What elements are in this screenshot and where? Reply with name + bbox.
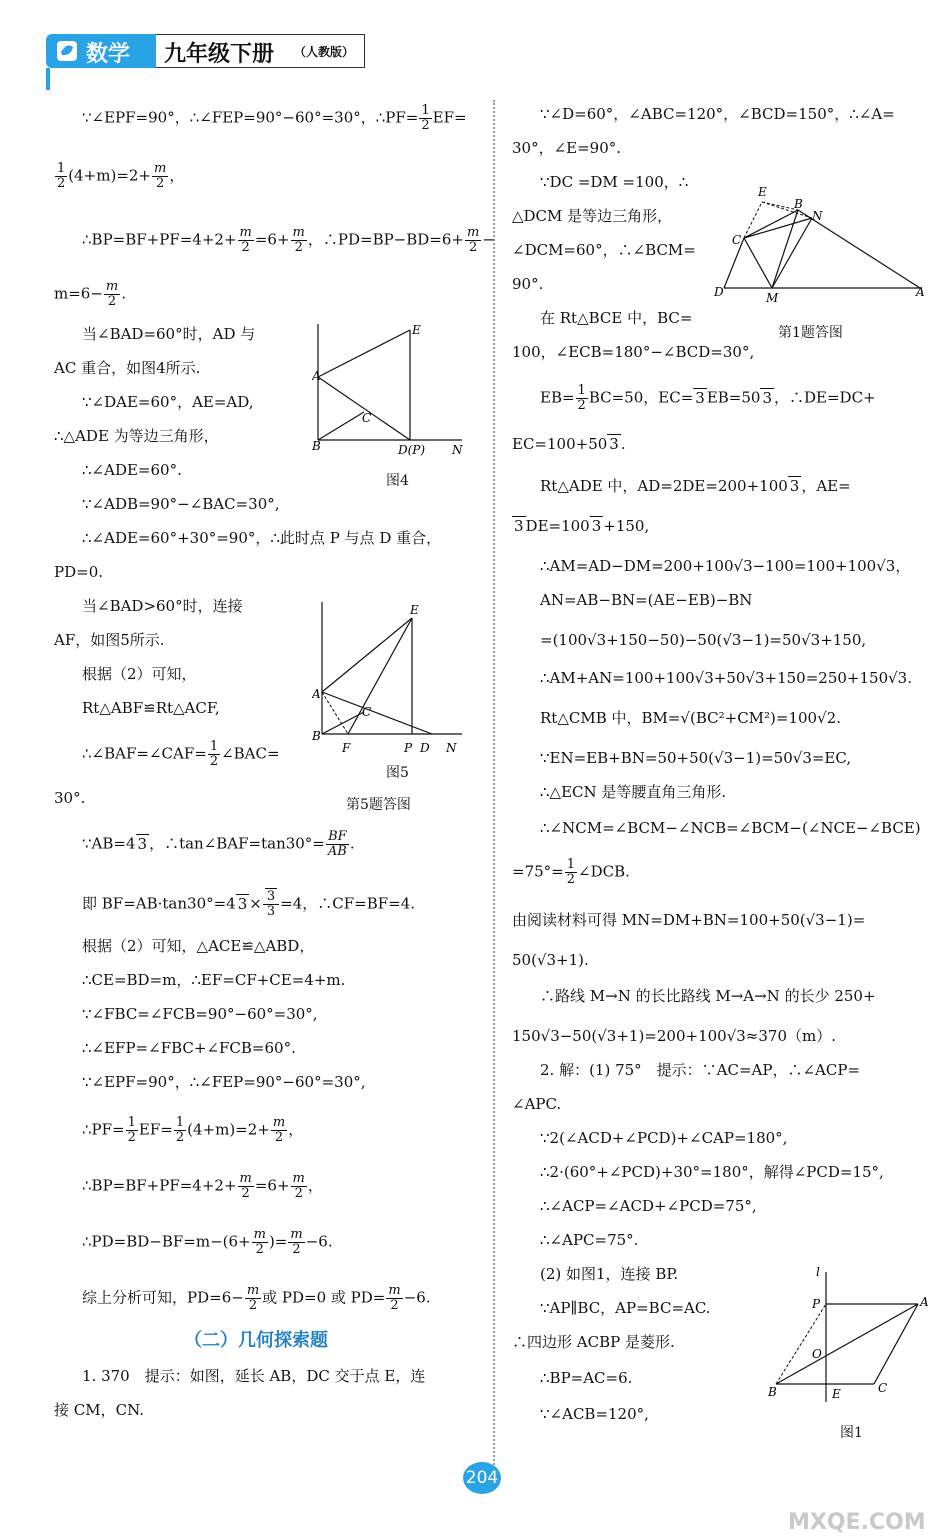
figure-1-caption: 图1 bbox=[840, 1425, 863, 1441]
text-line: ∵∠EPF=90°，∴∠FEP=90°−60°=30°，∴PF= $\frac{1}{2}$ EF= bbox=[82, 103, 467, 133]
svg-text:O: O bbox=[812, 1347, 822, 1361]
text-line: 根据（2）可知， bbox=[82, 665, 197, 683]
leaf-icon bbox=[56, 40, 78, 62]
text-line: 1. 370 提示：如图，延长 AB，DC 交于点 E，连 bbox=[82, 1367, 426, 1385]
text-line: EC=100+50 3 . bbox=[512, 435, 626, 453]
svg-text:B: B bbox=[794, 197, 803, 211]
text-line: ∵∠D=60°，∠ABC=120°，∠BCD=150°，∴∠A= bbox=[540, 105, 895, 123]
text-line: 综上分析可知，PD=6− $\frac{m}{2}$ 或 PD=0 或 PD= $\frac{m}{2}$ −6. bbox=[82, 1283, 431, 1313]
text-line: ∵AP∥BC，AP=BC=AC. bbox=[540, 1299, 711, 1317]
figure-5-caption: 图5 bbox=[386, 765, 409, 781]
svg-text:P: P bbox=[404, 741, 413, 755]
figure-5-answer-caption: 第5题答图 bbox=[346, 797, 411, 813]
watermark-text: MXQE.COM bbox=[788, 1510, 926, 1535]
text-line: PD=0. bbox=[54, 563, 103, 581]
text-line: ∵∠ADB=90°−∠BAC=30°, bbox=[82, 495, 280, 513]
svg-text:M: M bbox=[766, 291, 779, 304]
text-line: ∴CE=BD=m，∴EF=CF+CE=4+m. bbox=[82, 971, 346, 989]
text-line: 当∠BAD=60°时，AD 与 bbox=[82, 325, 256, 343]
text-line: ∴四边形 ACBP 是菱形. bbox=[512, 1333, 675, 1351]
text-line: ∵DC =DM =100，∴ bbox=[540, 173, 689, 191]
svg-text:N: N bbox=[452, 443, 463, 457]
text-line: Rt△ABF≌Rt△ACF, bbox=[82, 699, 220, 717]
svg-text:N: N bbox=[812, 209, 823, 223]
text-line: =(100√3+150−50)−50(√3−1)=50√3+150, bbox=[540, 631, 867, 649]
text-line: ∵2(∠ACD+∠PCD)+∠CAP=180°, bbox=[540, 1129, 788, 1147]
text-line: (2) 如图1，连接 BP. bbox=[540, 1265, 679, 1283]
text-line: ∴△ADE 为等边三角形， bbox=[54, 427, 219, 445]
page-number: 204 bbox=[465, 1468, 499, 1488]
svg-text:C: C bbox=[732, 233, 742, 247]
svg-text:l: l bbox=[816, 1265, 820, 1279]
text-line: ∴∠ADE=60°. bbox=[82, 461, 182, 479]
text-line: Rt△CMB 中，BM=√(BC²+CM²)=100√2. bbox=[540, 709, 841, 727]
column-divider bbox=[493, 100, 495, 1480]
text-line: ∵∠ACB=120°, bbox=[540, 1405, 649, 1423]
svg-text:B: B bbox=[312, 439, 321, 453]
text-line: 即 BF=AB·tan30°=4 3 × $\frac{3}{3}$ =4，∴CF=BF=4. bbox=[82, 889, 416, 919]
text-line: 由阅读材料可得 MN=DM+BN=100+50(√3−1)= bbox=[512, 911, 866, 929]
svg-text:A: A bbox=[312, 687, 321, 701]
text-line: ∵∠FBC=∠FCB=90°−60°=30°, bbox=[82, 1005, 318, 1023]
svg-text:C: C bbox=[362, 705, 372, 719]
text-line: 100，∠ECB=180°−∠BCD=30°, bbox=[512, 343, 755, 361]
text-line: 在 Rt△BCE 中，BC= bbox=[540, 309, 693, 327]
text-line: ∵EN=EB+BN=50+50(√3−1)=50√3=EC, bbox=[540, 749, 852, 767]
figure-problem-1-caption: 第1题答图 bbox=[778, 325, 843, 341]
svg-text:F: F bbox=[342, 741, 351, 755]
text-line: 2. 解：(1) 75° 提示：∵AC=AP，∴∠ACP= bbox=[540, 1061, 861, 1079]
text-line: △DCM 是等边三角形， bbox=[512, 207, 673, 225]
text-line: 根据（2）可知，△ACE≌△ABD， bbox=[82, 937, 315, 955]
figure-1-problem-2 bbox=[766, 1260, 936, 1410]
svg-text:A: A bbox=[312, 369, 321, 383]
text-line: ∴△ECN 是等腰直角三角形. bbox=[540, 783, 727, 801]
text-line: ∴AM+AN=100+100√3+50√3+150=250+150√3. bbox=[540, 669, 912, 687]
text-line: 50(√3+1). bbox=[512, 951, 589, 969]
figure-4 bbox=[312, 322, 472, 462]
text-line: 30°，∠E=90°. bbox=[512, 139, 622, 157]
edition-label: （人教版） bbox=[294, 45, 355, 59]
text-line: ∴2·(60°+∠PCD)+30°=180°，解得∠PCD=15°, bbox=[540, 1163, 884, 1181]
text-line: ∵∠EPF=90°，∴∠FEP=90°−60°=30°, bbox=[82, 1073, 366, 1091]
text-line: 150√3−50(√3+1)=200+100√3≈370（m）. bbox=[512, 1027, 836, 1045]
text-line: ∴∠ADE=60°+30°=90°，∴此时点 P 与点 D 重合， bbox=[82, 529, 442, 547]
text-line: ∴路线 M→N 的长比路线 M→A→N 的长少 250+ bbox=[540, 987, 876, 1005]
text-line: EB= $\frac{1}{2}$ BC=50，EC= 3 EB=50 3 ，∴DE=DC+ bbox=[540, 383, 876, 413]
section-heading: （二）几何探索题 bbox=[184, 1330, 328, 1351]
svg-text:E: E bbox=[410, 603, 419, 617]
page-number-badge bbox=[462, 1461, 502, 1495]
text-line: ∴BP=AC=6. bbox=[540, 1369, 633, 1387]
figure-4-caption: 图4 bbox=[386, 473, 409, 489]
text-line: 接 CM，CN. bbox=[54, 1401, 145, 1419]
text-line: ∴BP=BF+PF=4+2+ $\frac{m}{2}$ =6+ $\frac{m}{2}$ ，∴PD=BP−BD=6+ $\frac{m}{2}$ − bbox=[82, 225, 495, 255]
text-line: m=6− $\frac{m}{2}$ . bbox=[54, 279, 127, 309]
text-line: 当∠BAD>60°时，连接 bbox=[82, 597, 243, 615]
grade-box bbox=[156, 34, 365, 68]
text-line: =75°= $\frac{1}{2}$ ∠DCB. bbox=[512, 857, 630, 887]
figure-5 bbox=[312, 600, 472, 760]
text-line: ∴∠APC=75°. bbox=[540, 1231, 639, 1249]
text-line: ∴∠ACP=∠ACD+∠PCD=75°, bbox=[540, 1197, 757, 1215]
text-line: $\frac{1}{2}$ (4+m)=2+ $\frac{m}{2}$ ， bbox=[57, 161, 185, 191]
svg-text:B: B bbox=[312, 729, 321, 743]
figure-problem-1 bbox=[712, 184, 932, 304]
text-line: ∴∠BAF=∠CAF= $\frac{1}{2}$ ∠BAC= bbox=[82, 739, 280, 769]
text-line: ∵∠DAE=60°，AE=AD, bbox=[82, 393, 254, 411]
svg-text:P: P bbox=[812, 1297, 821, 1311]
svg-text:D(P): D(P) bbox=[398, 443, 426, 457]
text-line: AN=AB−BN=(AE−EB)−BN bbox=[540, 591, 753, 609]
text-line: ∠APC. bbox=[512, 1095, 562, 1113]
text-line: 90°. bbox=[512, 275, 544, 293]
text-line: ∴∠NCM=∠BCM−∠NCB=∠BCM−(∠NCE−∠BCE) bbox=[540, 819, 921, 837]
text-line: AC 重合，如图4所示. bbox=[54, 359, 201, 377]
text-line: ∵AB=4 3 ，∴tan∠BAF=tan30°= $\frac{BF}{AB}$ . bbox=[82, 829, 355, 859]
text-line: AF，如图5所示. bbox=[54, 631, 165, 649]
svg-text:A: A bbox=[920, 1295, 929, 1309]
svg-text:N: N bbox=[446, 741, 457, 755]
header-accent-line bbox=[46, 68, 50, 90]
svg-text:A: A bbox=[916, 285, 925, 299]
svg-text:B: B bbox=[768, 1385, 777, 1399]
text-line: ∴PD=BD−BF=m−(6+ $\frac{m}{2}$ )= $\frac{m}{2}$ −6. bbox=[82, 1227, 333, 1257]
svg-text:E: E bbox=[412, 323, 421, 337]
svg-text:C: C bbox=[362, 411, 372, 425]
text-line: ∠DCM=60°，∴∠BCM= bbox=[512, 241, 696, 259]
svg-text:D: D bbox=[420, 741, 430, 755]
subject-label: 数学 bbox=[86, 42, 131, 67]
text-line: ∴PF= $\frac{1}{2}$ EF= $\frac{1}{2}$ (4+m)=2+ $\frac{m}{2}$ ， bbox=[82, 1115, 304, 1145]
text-line: ∴∠EFP=∠FBC+∠FCB=60°. bbox=[82, 1039, 296, 1057]
watermark bbox=[780, 1465, 940, 1535]
text-line: 3 DE=100 3 +150, bbox=[514, 517, 650, 535]
text-line: ∴AM=AD−DM=200+100√3−100=100+100√3， bbox=[540, 557, 911, 575]
svg-text:E: E bbox=[832, 1387, 841, 1401]
grade-label: 九年级下册 bbox=[164, 42, 275, 67]
svg-text:D: D bbox=[714, 285, 724, 299]
page-header bbox=[46, 34, 366, 68]
svg-text:E: E bbox=[758, 185, 767, 199]
svg-text:C: C bbox=[878, 1381, 888, 1395]
text-line: Rt△ADE 中，AD=2DE=200+100 3 ，AE= bbox=[540, 477, 851, 495]
text-line: 30°. bbox=[54, 789, 86, 807]
subject-badge bbox=[46, 34, 156, 68]
text-line: ∴BP=BF+PF=4+2+ $\frac{m}{2}$ =6+ $\frac{m}{2}$ ， bbox=[82, 1171, 323, 1201]
